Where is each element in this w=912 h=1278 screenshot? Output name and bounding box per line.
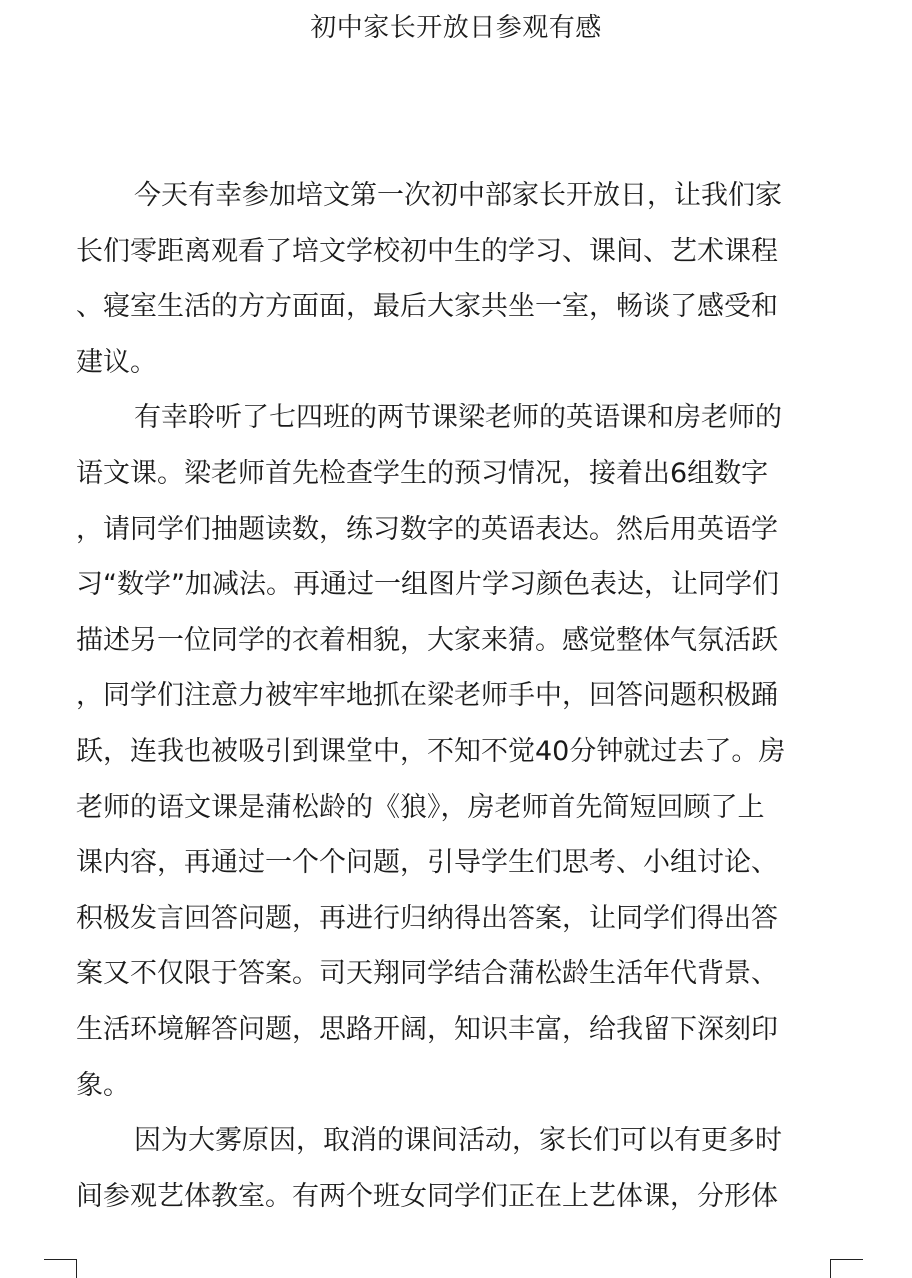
page-corner-mark-right — [830, 1259, 863, 1278]
text-line: 语文课。梁老师首先检查学生的预习情况，接着出6组数字 — [76, 457, 769, 489]
text-line: 描述另一位同学的衣着相貌，大家来猜。感觉整体气氛活跃 — [76, 624, 778, 656]
text-line: 象。 — [76, 1069, 130, 1101]
text-line: 建议。 — [76, 346, 157, 378]
text-line: 习“数学”加减法。再通过一组图片学习颜色表达，让同学们 — [76, 569, 779, 601]
text-line: 间参观艺体教室。有两个班女同学们正在上艺体课，分形体 — [76, 1180, 778, 1212]
text-line: 课内容，再通过一个个问题，引导学生们思考、小组讨论、 — [76, 847, 778, 879]
text-line: ，同学们注意力被牢牢地抓在梁老师手中，回答问题积极踊 — [76, 680, 778, 712]
text-line: ，请同学们抽题读数，练习数字的英语表达。然后用英语学 — [76, 513, 778, 545]
text-line: 案又不仅限于答案。司天翔同学结合蒲松龄生活年代背景、 — [76, 958, 778, 990]
text-line: 今天有幸参加培文第一次初中部家长开放日，让我们家 — [134, 180, 782, 211]
page-corner-mark-left — [44, 1259, 77, 1278]
document-title: 初中家长开放日参观有感 — [310, 13, 602, 43]
text-line: 积极发言回答问题，再进行归纳得出答案，让同学们得出答 — [76, 902, 778, 934]
text-line: 跃，连我也被吸引到课堂中，不知不觉40分钟就过去了。房 — [76, 735, 786, 767]
text-line: 长们零距离观看了培文学校初中生的学习、课间、艺术课程 — [76, 235, 778, 267]
text-line: 因为大雾原因，取消的课间活动，家长们可以有更多时 — [134, 1125, 782, 1157]
text-line: 老师的语文课是蒲松龄的《狼》，房老师首先简短回顾了上 — [76, 791, 765, 823]
text-line: 有幸聆听了七四班的两节课梁老师的英语课和房老师的 — [134, 402, 782, 434]
document-body — [76, 168, 836, 1224]
text-line: 、寝室生活的方方面面，最后大家共坐一室，畅谈了感受和 — [76, 291, 778, 323]
text-line: 生活环境解答问题，思路开阔，知识丰富，给我留下深刻印 — [76, 1013, 778, 1045]
